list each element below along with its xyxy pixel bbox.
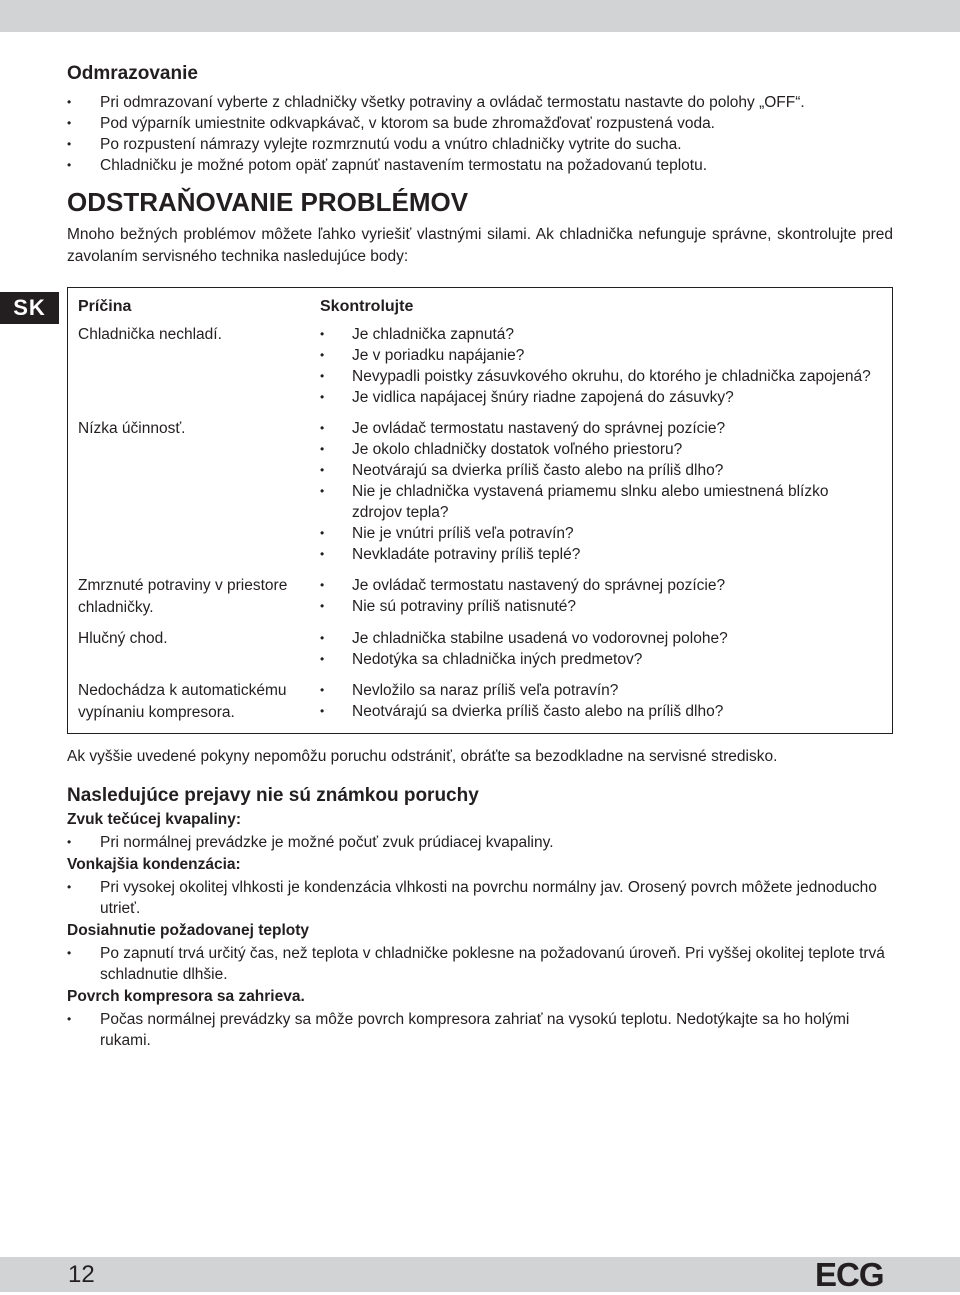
defrost-list: [67, 92, 893, 176]
list-item: • Je chladnička zapnutá?: [320, 324, 882, 345]
check-list: [320, 418, 882, 565]
list-item: • Po zapnutí trvá určitý čas, než teplota v chladničke poklesne na požadovanú úroveň. Pri vyššej okolitej teplote trvá schladnutie dlhšie.: [67, 943, 893, 985]
service-note: Ak vyššie uvedené pokyny nepomôžu poruchu odstrániť, obráťte sa bezodkladne na servisné stredisko.: [67, 748, 778, 765]
header-band: [0, 0, 960, 32]
brand-logo: ECG: [815, 1256, 884, 1293]
table-row: [68, 628, 893, 680]
table-row: [68, 324, 893, 418]
check-cell: [310, 324, 893, 418]
check-cell: [310, 575, 893, 628]
check-cell: [310, 418, 893, 575]
list-item: • Je ovládač termostatu nastavený do správnej pozície?: [320, 575, 882, 596]
list-item: • Nie je chladnička vystavená priamemu slnku alebo umiestnená blízko zdrojov tepla?: [320, 481, 882, 523]
cause-cell: Hlučný chod.: [78, 630, 168, 647]
troubleshooting-title: ODSTRAŇOVANIE PROBLÉMOV: [67, 187, 469, 217]
sign-list: [67, 943, 893, 985]
list-item: • Je chladnička stabilne usadená vo vodorovnej polohe?: [320, 628, 882, 649]
check-cell: [310, 628, 893, 680]
list-item: • Po rozpustení námrazy vylejte rozmrznutú vodu a vnútro chladničky vytrite do sucha.: [67, 134, 893, 155]
list-item: • Neotvárajú sa dvierka príliš často alebo na príliš dlho?: [320, 460, 882, 481]
sign-heading: Vonkajšia kondenzácia:: [67, 855, 241, 873]
troubleshooting-table: [67, 287, 893, 734]
list-item: • Je v poriadku napájanie?: [320, 345, 882, 366]
normal-signs-title: Nasledujúce prejavy nie sú známkou poruchy: [67, 784, 479, 806]
check-list: [320, 680, 882, 722]
table-row: [68, 418, 893, 575]
defrost-title: Odmrazovanie: [67, 63, 198, 84]
header-cause: Príčina: [78, 298, 132, 315]
sign-heading: Povrch kompresora sa zahrieva.: [67, 987, 305, 1005]
check-list: [320, 628, 882, 670]
table-header-row: [68, 288, 893, 325]
table-row: [68, 680, 893, 734]
list-item: • Pri odmrazovaní vyberte z chladničky všetky potraviny a ovládač termostatu nastavte do polohy „OFF“.: [67, 92, 893, 113]
cause-cell: Nízka účinnosť.: [78, 420, 186, 437]
check-list: [320, 575, 882, 617]
sign-heading: Dosiahnutie požadovanej teploty: [67, 921, 309, 939]
sign-list: [67, 832, 893, 853]
list-item: • Nie je vnútri príliš veľa potravín?: [320, 523, 882, 544]
list-item: • Nedotýka sa chladnička iných predmetov?: [320, 649, 882, 670]
page-content: [67, 62, 893, 1051]
header-check: Skontrolujte: [320, 298, 414, 315]
list-item: • Nie sú potraviny príliš natisnuté?: [320, 596, 882, 617]
list-item: • Chladničku je možné potom opäť zapnúť nastavením termostatu na požadovanú teplotu.: [67, 155, 893, 176]
check-list: [320, 324, 882, 408]
list-item: • Je vidlica napájacej šnúry riadne zapojená do zásuvky?: [320, 387, 882, 408]
list-item: • Je ovládač termostatu nastavený do správnej pozície?: [320, 418, 882, 439]
list-item: • Pod výparník umiestnite odkvapkávač, v ktorom sa bude zhromažďovať rozpustená voda.: [67, 113, 893, 134]
page-number: 12: [68, 1261, 95, 1288]
list-item: • Nevypadli poistky zásuvkového okruhu, do ktorého je chladnička zapojená?: [320, 366, 882, 387]
list-item: • Nevložilo sa naraz príliš veľa potravín?: [320, 680, 882, 701]
list-item: • Pri vysokej okolitej vlhkosti je kondenzácia vlhkosti na povrchu normálny jav. Orosený povrch môžete jednoducho utrieť.: [67, 877, 893, 919]
cause-cell: Chladnička nechladí.: [78, 326, 222, 343]
troubleshooting-intro: Mnoho bežných problémov môžete ľahko vyriešiť vlastnými silami. Ak chladnička nefunguje správne, skontrolujte pred zavolaním servisného technika nasledujúce body:: [67, 226, 893, 265]
sign-list: [67, 1009, 893, 1051]
cause-cell: Nedochádza k automatickému vypínaniu kompresora.: [78, 682, 287, 721]
list-item: • Je okolo chladničky dostatok voľného priestoru?: [320, 439, 882, 460]
cause-cell: Zmrznuté potraviny v priestore chladničky.: [78, 577, 288, 616]
language-tab: SK: [0, 292, 59, 324]
list-item: • Neotvárajú sa dvierka príliš často alebo na príliš dlho?: [320, 701, 882, 722]
list-item: • Počas normálnej prevádzky sa môže povrch kompresora zahriať na vysokú teplotu. Nedotýkajte sa ho holými rukami.: [67, 1009, 893, 1051]
list-item: • Nevkladáte potraviny príliš teplé?: [320, 544, 882, 565]
table-row: [68, 575, 893, 628]
list-item: • Pri normálnej prevádzke je možné počuť zvuk prúdiacej kvapaliny.: [67, 832, 893, 853]
sign-list: [67, 877, 893, 919]
sign-heading: Zvuk tečúcej kvapaliny:: [67, 810, 242, 828]
check-cell: [310, 680, 893, 734]
